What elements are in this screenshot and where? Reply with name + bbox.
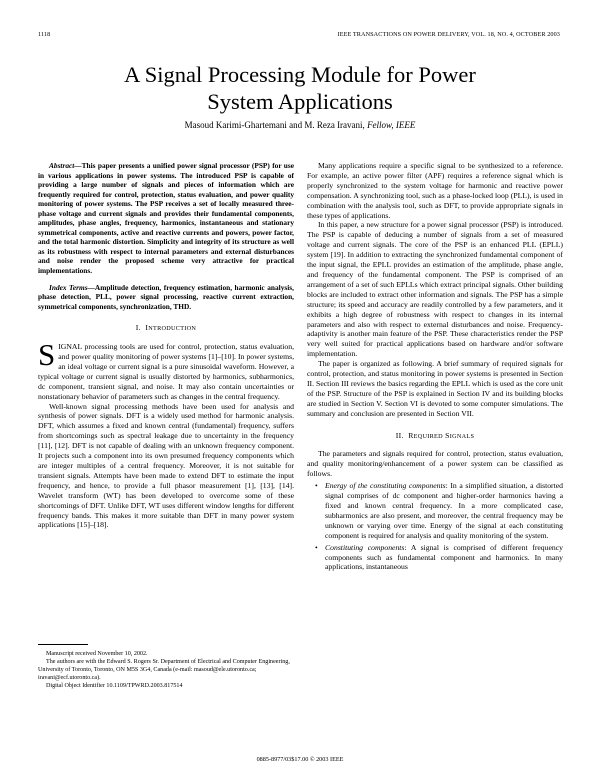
section-heading-required-signals	[307, 431, 563, 442]
left-column	[38, 161, 294, 530]
section-initial: I	[145, 323, 149, 333]
index-terms	[38, 283, 294, 312]
right-column	[307, 161, 563, 572]
section-heading-introduction	[38, 323, 294, 334]
title-line-1: A Signal Processing Module for Power	[124, 62, 476, 87]
copyright-footer: 0885-8977/03$17.00 © 2003 IEEE	[256, 756, 344, 763]
abstract	[38, 161, 294, 276]
author-fellow: Fellow, IEEE	[367, 120, 416, 130]
abstract-text: This paper presents a unified power signal processor (PSP) for use in various applications in power systems. The introduced PSP is capable of providing a large number of signals and pieces of information which are frequently required for control, protection, status evaluation, and power quality monitoring of power systems. The PSP receives a set of locally measured three-phase voltage and current signals and provides their fundamental components, amplitudes, phase angles, frequency, harmonics, instantaneous and stationary symmetrical components, active and reactive currents and powers, power factor, and the total harmonic distortion. Simplicity and integrity of its structure as well as its robustness with respect to internal parameters and external disturbances and noise render the proposed scheme very attractive for practical implementations.	[38, 161, 294, 276]
intro-paragraph-2: Well-known signal processing methods have been used for analysis and synthesis of power signals. DFT is a widely used method for harmonic analysis. DFT, which assumes a fixed and known central (fundamental) frequency, suffers from shortcomings such as spectral leakage due to uncertainty in the frequency [11], [12]. DFT is not capable of dealing with an unknown frequency component. It projects such a component into its own presumed frequency components which are integer multiples of a central frequency. Moreover, it is not suitable for transient signals. Attempts have been made to extend DFT to estimate the input frequency, and hence, to provide a full phasor measurement [1], [13], [14]. Wavelet transform (WT) has been developed to overcome some of these shortcomings of DFT. Unlike DFT, WT uses different window lengths for different frequency bands. This makes it more suitable than DFT in many power system applications [15]–[18].	[38, 401, 294, 530]
authors	[0, 120, 600, 130]
intro-paragraph-1	[38, 337, 294, 401]
bullet-title: Constituting components	[325, 542, 405, 552]
intro-text-1: IGNAL processing tools are used for control, protection, status evaluation, and power quality monitoring of power systems [1]–[10]. In power systems, an ideal voltage or current signal is a pure sinusoidal waveform. However, a typical voltage or current signal is usually distorted by harmonics, subharmonics, dc component, transient signal, and noise. It may also contain uncertainties or nonstationary behavior of parameters such as changes in the central frequency.	[38, 342, 294, 401]
section-number: II.	[395, 430, 404, 440]
page-number: 1118	[38, 31, 51, 38]
section-initial: R	[408, 430, 414, 440]
bullet-energy	[307, 481, 563, 540]
running-header: IEEE TRANSACTIONS ON POWER DELIVERY, VOL. 18, NO. 4, OCTOBER 2003	[337, 31, 560, 38]
section-rest: EQUIRED	[413, 432, 443, 440]
footnote-rule	[38, 644, 88, 645]
footnote-received: Manuscript received November 10, 2002.	[46, 651, 148, 657]
footnote-doi: Digital Object Identifier 10.1109/TPWRD.2003.817514	[46, 683, 183, 690]
right-paragraph-1: Many applications require a specific signal to be synthesized to a reference. For example, an active power filter (APF) requires a reference signal which is properly synchronized to the system voltage for harmonic and reactive power compensation. A synchronizing tool, such as a phase-locked loop (PLL), is used in combination with the analysis tool, such as DFT, to provide appropriate signals in these types of applications.	[307, 161, 563, 220]
section-initial: S	[445, 430, 450, 440]
bullet-text: : A signal is comprised of different frequency components such as fundamental component and harmonics. In many applications, instantaneous	[325, 542, 563, 572]
bullet-icon: •	[315, 542, 318, 552]
index-terms-text: Amplitude detection, frequency estimation, harmonic analysis, phase detection, PLL, power signal processing, reactive current extraction, symmetrical components, synchronization, THD.	[38, 282, 294, 311]
footnotes	[38, 650, 294, 690]
abstract-label: Abstract—	[49, 161, 82, 170]
right-paragraph-2: In this paper, a new structure for a power signal processor (PSP) is introduced. The PSP is capable of deducing a number of signals from a set of measured voltage and current signals. The core of the PSP is an enhanced PLL (EPLL) system [19]. In addition to extracting the synchronized fundamental component of the input signal, the EPLL provides an estimation of the amplitude, phase angle, and frequency of the fundamental component. The PSP is comprised of an arrangement of a set of such EPLLs which extract principal signals. Other building blocks are included to extract other information and signals. The PSP has a simple structure; its speed and accuracy are readily controlled by a few parameters, and it exhibits a high degree of robustness with respect to changes in its internal parameters and also with respect to external disturbances and noise. Frequency-adaptivity is another main feature of the PSP. These characteristics render the PSP very well suited for practical applications based on hardware and/or software implementation.	[307, 220, 563, 359]
paper-title	[0, 61, 600, 115]
right-paragraph-3: The paper is organized as following. A brief summary of required signals for control, protection, and status monitoring in power systems is presented in Section II. Section III reviews the basics regarding the EPLL which is used as the core unit of the PSP. Structure of the PSP is explained in Section IV and its building blocks are studied in Section V. Section VI is devoted to some computer simulations. The summary and conclusion are presented in Section VII.	[307, 359, 563, 418]
drop-cap: S	[38, 337, 56, 373]
bullet-icon: •	[315, 481, 318, 491]
bullet-components	[307, 543, 563, 573]
section-rest: NTRODUCTION	[148, 325, 197, 333]
footnote-affiliation: The authors are with the Edward S. Rogers Sr. Department of Electrical and Computer Engineering, University of Toronto, Toronto, ON M5S 3G4, Canada (e-mail: masoud@ele.utoronto.ca; iravani@ecf.utoronto.ca).	[38, 659, 290, 682]
bullet-text: : In a simplified situation, a distorted signal comprises of dc component and higher-order harmonics having a fixed and known central frequency. In a more complicated case, subharmonics are also present, and moreover, the central frequency may be unknown or varying over time. Energy of the signal at each constituting component is required for analysis and quality monitoring of the system.	[325, 481, 564, 540]
bullet-title: Energy of the constituting components	[325, 481, 446, 491]
section-number: I.	[135, 323, 141, 333]
author-names: Masoud Karimi-Ghartemani and M. Reza Iravani,	[184, 120, 365, 130]
section-rest: IGNALS	[449, 432, 475, 440]
section2-paragraph-1: The parameters and signals required for control, protection, status evaluation, and quality monitoring/enhancement of a power system can be classified as follows.	[307, 449, 563, 479]
index-terms-label: Index Terms—	[49, 282, 95, 292]
title-line-2: System Applications	[207, 89, 393, 114]
